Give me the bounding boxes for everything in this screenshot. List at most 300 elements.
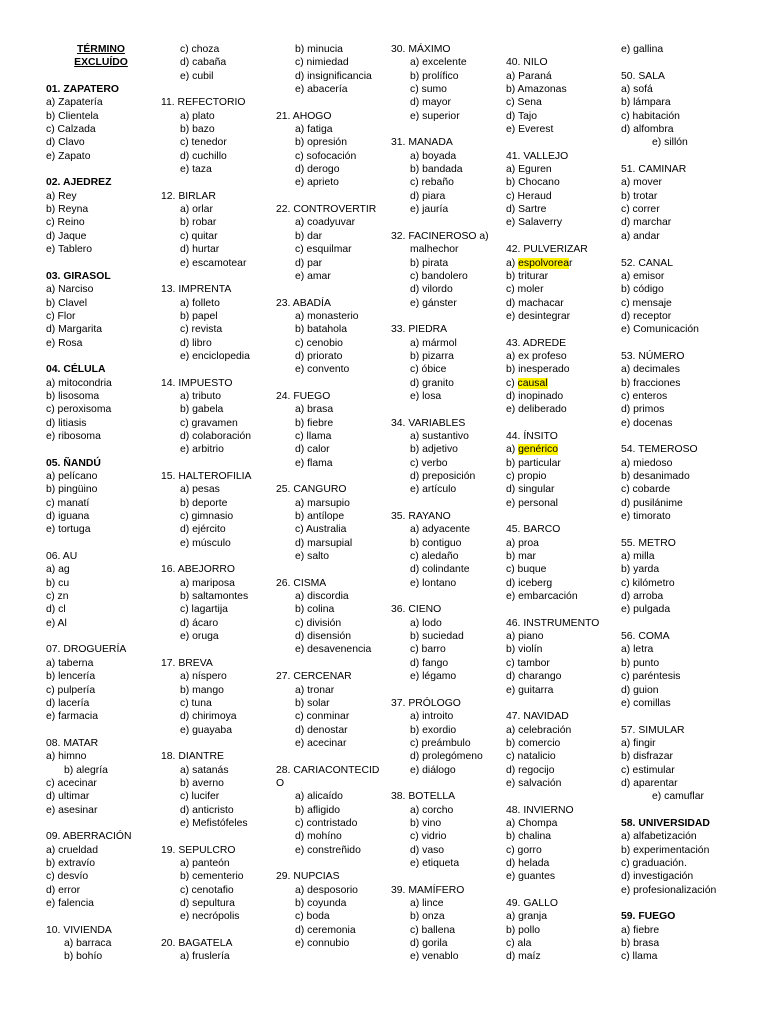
option-item: b) código [621,284,664,296]
option-item: d) cabaña [180,57,227,69]
option-item: d) ultimar [46,791,90,803]
option-item: a) fatiga [295,124,333,136]
option-item: c) cobarde [621,484,671,496]
option-item: d) investigación [621,871,694,883]
option-item: b) gabela [180,404,224,416]
spacer [276,470,388,483]
question-heading: 16. ABEJORRO [161,564,235,576]
option-item: d) colaboración [180,430,252,442]
option-item: d) par [295,257,323,269]
option-item: a) discordia [295,591,349,603]
spacer [506,43,616,56]
question-heading: 31. MANADA [391,137,453,149]
option-item: d) marchar [621,217,672,229]
question-heading: 25. CANGURO [276,484,347,496]
option-item: b) robar [180,217,217,229]
option-item: d) vaso [410,844,445,856]
option-item: d) chirimoya [180,711,237,723]
option-item: c) Heraud [506,190,552,202]
option-item: c) sumo [410,84,447,96]
option-item: b) Clientela [46,110,99,122]
option-item: d) maíz [506,951,541,963]
option-item: a) milla [621,551,655,563]
option-item: c) conminar [295,711,350,723]
option-item: d) cuchillo [180,150,227,162]
option-item: a) panteón [180,857,230,869]
option-item: d) fango [410,657,449,669]
option-item: b) opresión [295,137,347,149]
question-heading: 13. IMPRENTA [161,284,232,296]
option-item: b) lisosoma [46,390,100,402]
question-heading: 52. CANAL [621,257,673,269]
option-item: c) gimnasio [180,511,234,523]
spacer [621,710,741,723]
option-item: e) venablo [410,951,459,963]
option-item: e) necrópolis [180,911,240,923]
option-item: e) timorato [621,511,671,523]
question-heading: 58. UNIVERSIDAD [621,817,710,829]
option-item: c) habitación [621,110,680,122]
option-item: e) abacería [295,84,348,96]
option-item: b) cu [46,577,70,589]
option-item: c) llama [621,951,658,963]
question-heading: 02. AJEDREZ [46,177,112,189]
option-item: a) mármol [410,337,457,349]
spacer [161,270,271,283]
option-item: b) saltamontes [180,591,249,603]
option-item: a) sustantivo [410,430,469,442]
option-item: d) mayor [410,97,451,109]
spacer [276,190,388,203]
option-item: a) barraca [64,938,112,950]
option-item: e) taza [180,164,212,176]
option-item: b) particular [506,457,561,469]
question-heading: 47. NAVIDAD [506,711,569,723]
option-item: a) Rey [46,190,77,202]
spacer [161,550,271,563]
option-item: e) artículo [410,484,457,496]
option-item: b) onza [410,911,445,923]
option-item: a) marsupio [295,497,350,509]
spacer [276,283,388,296]
option-item: e) Everest [506,124,554,136]
option-item: e) ribosoma [46,430,101,442]
option-item: c) Sena [506,97,542,109]
option-item: a) satanás [180,764,229,776]
option-item: a) boyada [410,150,457,162]
question-heading: 18. DIANTRE [161,751,224,763]
question-heading: 59. FUEGO [621,911,676,923]
option-item: c) lucifer [180,791,220,803]
question-heading: 54. TEMEROSO [621,444,698,456]
column-5 [506,43,616,964]
spacer [276,750,388,763]
option-item: e) guitarra [506,684,554,696]
option-item: a) alfabetización [621,831,697,843]
question-heading: 12. BIRLAR [161,190,216,202]
option-item: e) Tablero [46,244,93,256]
option-item: e) losa [410,390,442,402]
option-item: a) proa [506,537,539,549]
option-item: d) insignificancia [295,70,372,82]
option-item: d) disensión [295,631,352,643]
spacer [161,363,271,376]
option-item: e) connubio [295,938,350,950]
option-item: b) afligido [295,804,341,816]
option-item: e) superior [410,110,460,122]
option-item: d) machacar [506,297,564,309]
option-item: a) Narciso [46,284,94,296]
question-heading: 17. BREVA [161,657,213,669]
option-item: d) mohíno [295,831,342,843]
option-item: e) asesinar [46,804,98,816]
option-item: a) andar [621,230,660,242]
option-item: c) aledaño [410,551,459,563]
spacer [621,243,741,256]
option-item: a) introito [410,711,454,723]
spacer [46,163,156,176]
option-item: b) coyunda [295,898,347,909]
option-item: d) primos [621,404,665,416]
option-item: e) desavenencia [295,644,372,656]
option-item: d) aparentar [621,777,678,789]
option-highlighted [506,257,616,270]
option-item: d) singular [506,484,555,496]
option-item: e) Rosa [46,337,83,349]
question-heading: 28. CARIACONTECID [276,764,380,776]
spacer [391,123,503,136]
spacer [161,176,271,189]
option-item: c) tenedor [180,137,227,149]
option-item: e) constreñido [295,844,361,856]
option-item: a) Eguren [506,164,552,176]
option-highlighted [506,443,616,456]
option-item: a) fiebre [621,924,660,936]
option-item: b) trotar [621,190,658,202]
option-item: e) embarcación [506,591,578,603]
question-heading: 14. IMPUESTO [161,377,233,389]
option-item: a) pesas [180,484,220,496]
option-highlighted [506,377,616,390]
spacer [391,590,503,603]
option-item: b) pingüino [46,484,98,496]
spacer [161,737,271,750]
option-item: e) acecinar [295,737,347,749]
option-item: a) letra [621,644,654,656]
question-heading: 41. VALLEJO [506,150,569,162]
option-item: b) minucia [295,44,343,55]
spacer [161,924,271,937]
option-item: d) marsupial [295,537,353,549]
option-item: b) disfrazar [621,751,673,763]
option-item: e) lontano [410,577,457,589]
option-item: c) óbice [410,364,447,376]
option-item: a) lodo [410,617,442,629]
option-item: c) peroxisoma [46,404,112,416]
option-item: a) himno [46,751,87,763]
option-item: c) división [295,617,342,629]
option-item: b) deporte [180,497,228,509]
column-6 [621,43,741,964]
option-item: e) guayaba [180,724,232,736]
spacer [161,643,271,656]
question-heading: 30. MÁXIMO [391,44,451,55]
option-item: c) gravamen [180,417,238,429]
option-item: b) colina [295,604,335,616]
option-item: a) lince [410,898,444,909]
option-item: e) Comunicación [621,324,699,336]
option-item: b) suciedad [410,631,464,643]
option-item: e) convento [295,364,350,376]
option-item: c) llama [295,430,332,442]
option-item: a) monasterio [295,310,359,322]
option-item: c) Calzada [46,124,96,136]
spacer [621,56,741,69]
question-heading: 23. ABADÍA [276,297,331,309]
option-item: c) propio [506,471,547,482]
option-item: e) guantes [506,871,556,883]
option-item: d) Tajo [506,110,537,122]
spacer [46,724,156,737]
option-item: d) arroba [621,591,664,603]
spacer [276,563,388,576]
option-item: b) inesperado [506,364,570,376]
option-item: a) excelente [410,57,467,69]
option-item: d) prolegómeno [410,751,483,763]
question-heading: 55. METRO [621,537,676,549]
highlight-mark: espolvorea [518,257,569,269]
spacer [621,150,741,163]
question-heading: 06. AU [46,551,78,563]
option-item: b) bazo [180,124,215,136]
option-item: d) inopinado [506,390,564,402]
question-heading: 50. SALA [621,70,665,82]
option-letter: c) [506,377,518,389]
option-item: a) mariposa [180,577,235,589]
option-letter: a) [506,257,519,269]
option-item: d) lacería [46,697,90,709]
option-item: b) Reyna [46,204,89,216]
spacer [391,310,503,323]
spacer [46,630,156,643]
question-heading: 44. ÍNSITO [506,430,558,442]
option-item: c) Flor [46,310,76,322]
option-item: b) papel [180,310,218,322]
question-heading: 11. REFECTORIO [161,97,246,109]
spacer [506,790,616,803]
option-item: d) ceremonia [295,924,356,936]
option-item: c) desvío [46,871,89,883]
option-item: c) buque [506,564,547,576]
spacer [621,804,741,817]
option-item: b) averno [180,777,224,789]
question-heading: 24. FUEGO [276,390,331,402]
option-item: b) bohío [64,951,103,963]
option-item: d) piara [410,190,446,202]
option-item: c) correr [621,204,660,216]
option-item: c) esquilmar [295,244,352,256]
spacer [391,216,503,229]
question-heading: 32. FACINEROSO a) [391,230,489,242]
question-heading: 19. SEPULCRO [161,844,236,856]
option-item: b) vino [410,817,442,829]
question-heading: 43. ADREDE [506,337,567,349]
spacer [621,897,741,910]
option-item: e) arbitrio [180,444,224,456]
option-item: d) libro [180,337,212,349]
spacer [391,870,503,883]
option-item: d) ejército [180,524,226,536]
question-heading: O [276,777,285,789]
option-item: e) tortuga [46,524,91,536]
option-item: d) vilordo [410,284,453,296]
option-item: d) error [46,884,81,896]
option-item: c) tambor [506,657,550,669]
option-item: e) desintegrar [506,310,571,322]
question-heading: 27. CERCENAR [276,671,352,683]
option-item: a) coadyuvar [295,217,356,229]
highlight-mark: causal [517,377,548,389]
spacer [46,910,156,923]
option-item: e) falencia [46,898,94,909]
option-item: a) mitocondria [46,377,112,389]
option-item: d) helada [506,857,550,869]
question-heading: 36. CIENO [391,604,442,616]
option-item: b) yarda [621,564,660,576]
question-heading: 42. PULVERIZAR [506,244,588,256]
option-item: b) cementerio [180,871,244,883]
option-item: e) salto [295,551,330,563]
option-item: d) Margarita [46,324,103,336]
option-item: b) fiebre [295,417,334,429]
column-1 [46,43,156,964]
question-heading: 57. SIMULAR [621,724,685,736]
spacer [46,257,156,270]
option-item: b) lámpara [621,97,671,109]
spacer [621,617,741,630]
option-item: a) decimales [621,364,680,376]
option-item: d) gorila [410,938,448,950]
spacer [276,857,388,870]
option-item: a) mover [621,177,662,189]
page-title: TÉRMINO [77,44,125,55]
option-item: a) granja [506,911,548,923]
option-item: e) docenas [621,417,673,429]
option-item: c) acecinar [46,777,97,789]
option-item: a) níspero [180,671,227,683]
question-heading: 53. NÚMERO [621,350,685,362]
option-item: c) lagartija [180,604,228,616]
spacer [391,684,503,697]
option-item: a) celebración [506,724,572,736]
option-item: d) priorato [295,350,343,362]
option-item: c) enteros [621,390,668,402]
option-item: e) comillas [621,697,671,709]
option-item: c) verbo [410,457,448,469]
option-item: malhechor [410,244,459,256]
spacer [391,497,503,510]
spacer [621,523,741,536]
question-heading: 39. MAMÍFERO [391,884,465,896]
option-item: c) barro [410,644,446,656]
question-heading: 04. CÉLULA [46,364,106,376]
option-item: a) ag [46,564,70,576]
spacer [506,417,616,430]
option-letter: a) [506,444,519,456]
option-item: e) flama [295,457,333,469]
option-item: c) Australia [295,524,347,536]
option-item: d) preposición [410,471,476,482]
option-item: a) tronar [295,684,335,696]
option-item: b) Clavel [46,297,87,309]
option-item: d) alfombra [621,124,674,136]
option-item: e) sillón [652,137,688,149]
option-item: a) ex profeso [506,350,567,362]
question-heading: 33. PIEDRA [391,324,448,336]
option-item: d) pusilánime [621,497,683,509]
option-item: a) adyacente [410,524,471,536]
option-item: d) derogo [295,164,340,176]
option-item: e) amar [295,270,331,282]
option-item: a) folleto [180,297,220,309]
spacer [46,350,156,363]
question-heading: 15. HALTEROFILIA [161,471,252,482]
option-item: e) jauría [410,204,449,216]
question-heading: 46. INSTRUMENTO [506,617,600,629]
option-item: b) Amazonas [506,84,567,96]
question-heading: 01. ZAPATERO [46,84,119,96]
option-item: a) sofá [621,84,653,96]
option-item: a) plato [180,110,215,122]
option-item: b) pollo [506,924,541,936]
spacer [161,830,271,843]
option-item: c) preámbulo [410,737,471,749]
option-item: c) paréntesis [621,671,681,683]
question-heading: 20. BAGATELA [161,938,233,950]
question-heading: 38. BOTELLA [391,791,456,803]
option-item: c) ala [506,938,532,950]
option-item: e) oruga [180,631,219,643]
option-item: d) charango [506,671,562,683]
question-heading: 51. CAMINAR [621,164,687,176]
option-item: b) dar [295,230,323,242]
option-item: e) légamo [410,671,457,683]
option-item: a) crueldad [46,844,98,856]
option-item: d) iguana [46,511,90,523]
spacer [46,817,156,830]
option-item: a) tributo [180,390,222,402]
option-item: b) comercio [506,737,561,749]
option-suffix: r [568,257,573,269]
question-heading: 40. NILO [506,57,548,69]
option-item: d) colindante [410,564,470,576]
option-item: c) kilómetro [621,577,675,589]
option-item: a) miedoso [621,457,673,469]
option-item: a) corcho [410,804,454,816]
option-item: b) triturar [506,270,549,282]
column-3 [276,43,388,950]
option-item: c) manatí [46,497,90,509]
question-heading: 35. RAYANO [391,511,451,523]
option-item: d) calor [295,444,330,456]
option-item: c) moler [506,284,544,296]
option-item: e) gallina [621,44,664,55]
option-item: b) brasa [621,938,660,950]
option-item: b) experimentación [621,844,710,856]
option-item: e) escamotear [180,257,247,269]
question-heading: 21. AHOGO [276,110,332,122]
spacer [506,510,616,523]
